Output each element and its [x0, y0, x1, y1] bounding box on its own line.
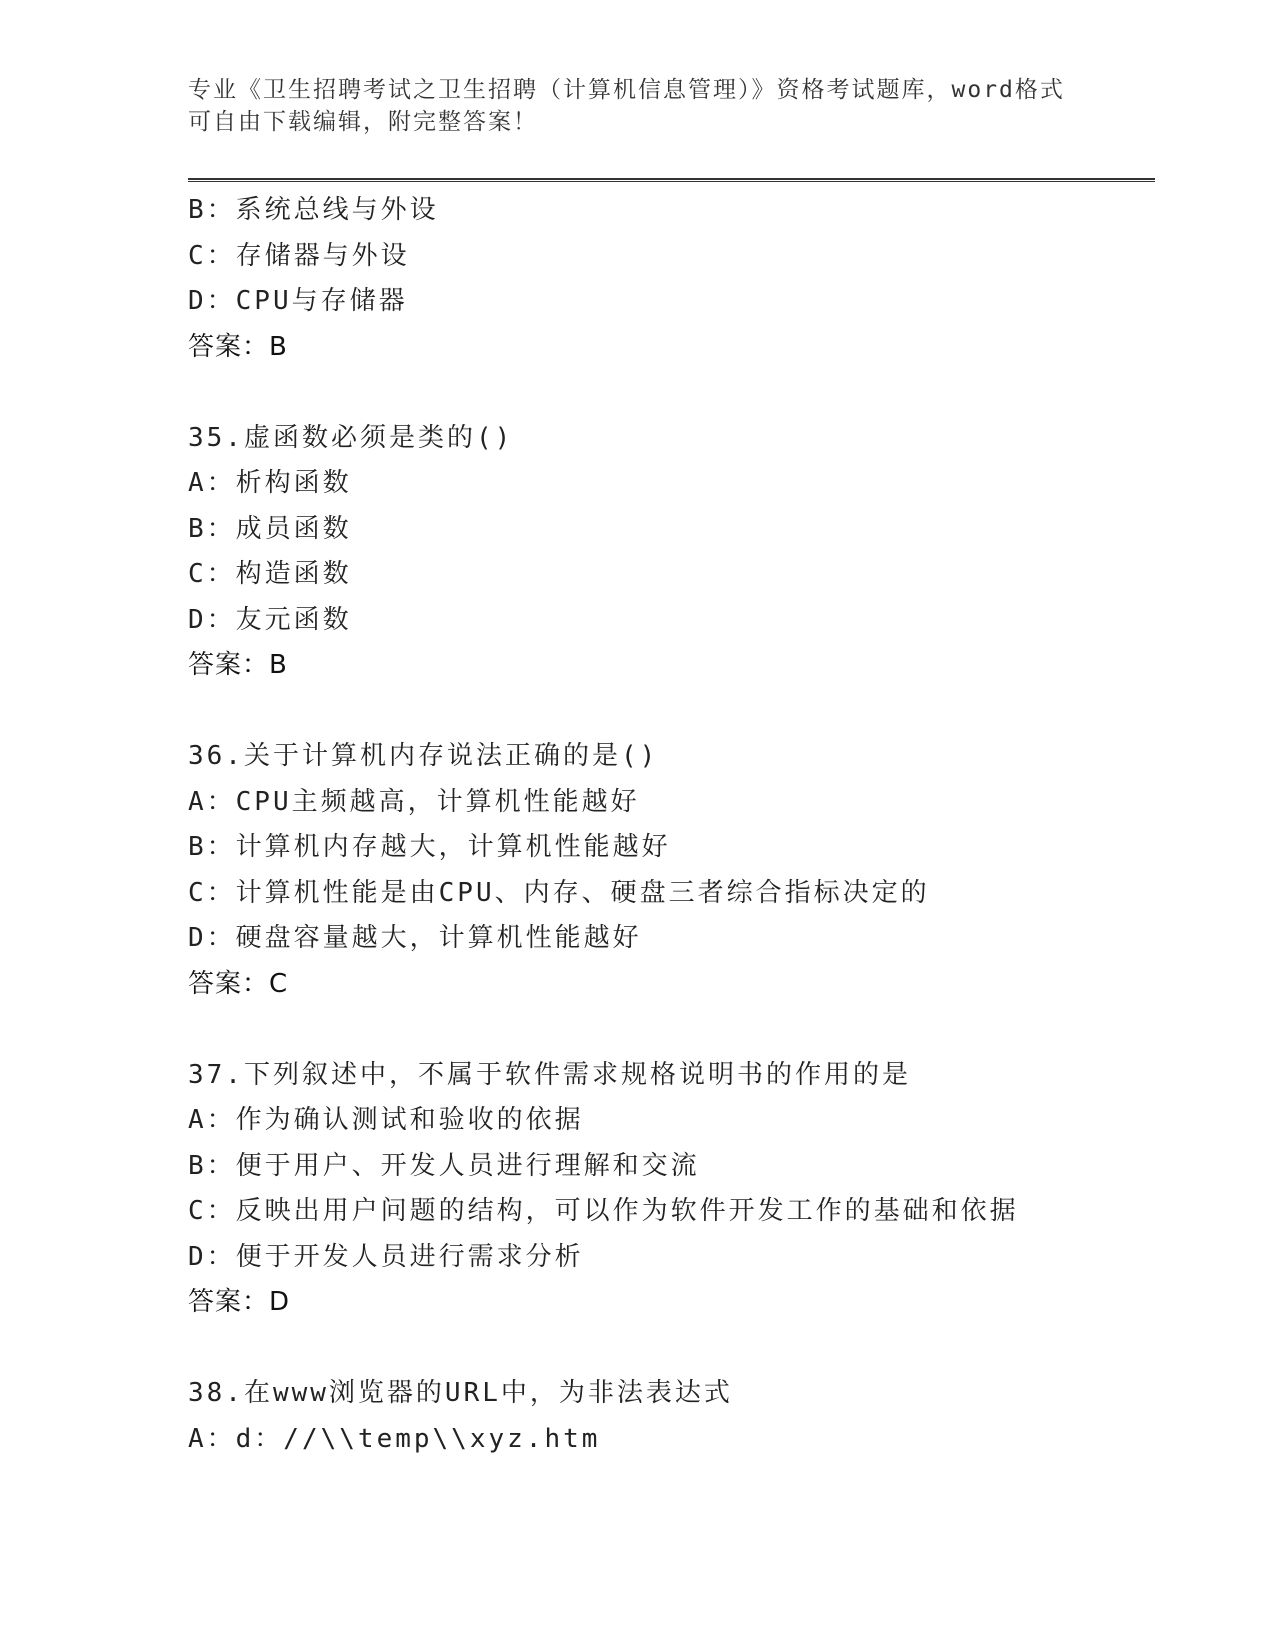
option-c: C：反映出用户问题的结构，可以作为软件开发工作的基础和依据 — [188, 1196, 1019, 1226]
spacer — [188, 689, 1148, 735]
option-b: B：系统总线与外设 — [188, 195, 439, 225]
answer-line: 答案：C — [188, 968, 289, 999]
header-divider — [188, 178, 1155, 182]
spacer — [188, 370, 1148, 416]
question-text: 38.在www浏览器的URL中，为非法表达式 — [188, 1378, 733, 1408]
option-b: B：成员函数 — [188, 513, 352, 544]
option-a: A：析构函数 — [188, 468, 352, 498]
option-d: D：硬盘容量越大，计算机性能越好 — [188, 923, 642, 953]
option-d: D：CPU与存储器 — [188, 286, 408, 316]
question-text: 36.关于计算机内存说法正确的是() — [188, 741, 659, 771]
question-block-36 — [188, 734, 1148, 1007]
option-c: C：构造函数 — [188, 559, 352, 589]
spacer — [188, 1326, 1148, 1372]
document-header — [188, 74, 1088, 138]
question-text: 35.虚函数必须是类的() — [188, 422, 514, 453]
option-d: D：友元函数 — [188, 604, 352, 635]
option-d: D：便于开发人员进行需求分析 — [188, 1241, 584, 1272]
option-c: C：计算机性能是由CPU、内存、硬盘三者综合指标决定的 — [188, 877, 930, 908]
answer-line: 答案：D — [188, 1287, 291, 1317]
question-block-35 — [188, 416, 1148, 689]
option-a: A：CPU主频越高，计算机性能越好 — [188, 786, 640, 817]
header-line-2: 可自由下载编辑，附完整答案！ — [188, 109, 538, 135]
answer-line: 答案：B — [188, 331, 288, 362]
question-block-37 — [188, 1053, 1148, 1326]
option-c: C：存储器与外设 — [188, 240, 410, 271]
header-line-1: 专业《卫生招聘考试之卫生招聘（计算机信息管理）》资格考试题库，word格式 — [188, 77, 1065, 103]
option-a: A：作为确认测试和验收的依据 — [188, 1105, 584, 1135]
question-block-38 — [188, 1371, 1148, 1462]
question-block-34 — [188, 188, 1148, 370]
question-list — [188, 188, 1148, 1462]
answer-line: 答案：B — [188, 650, 288, 680]
option-a: A：d：//\\temp\\xyz.htm — [188, 1423, 601, 1454]
option-b: B：计算机内存越大，计算机性能越好 — [188, 832, 671, 862]
option-b: B：便于用户、开发人员进行理解和交流 — [188, 1150, 700, 1181]
spacer — [188, 1007, 1148, 1053]
question-text: 37.下列叙述中，不属于软件需求规格说明书的作用的是 — [188, 1059, 911, 1090]
